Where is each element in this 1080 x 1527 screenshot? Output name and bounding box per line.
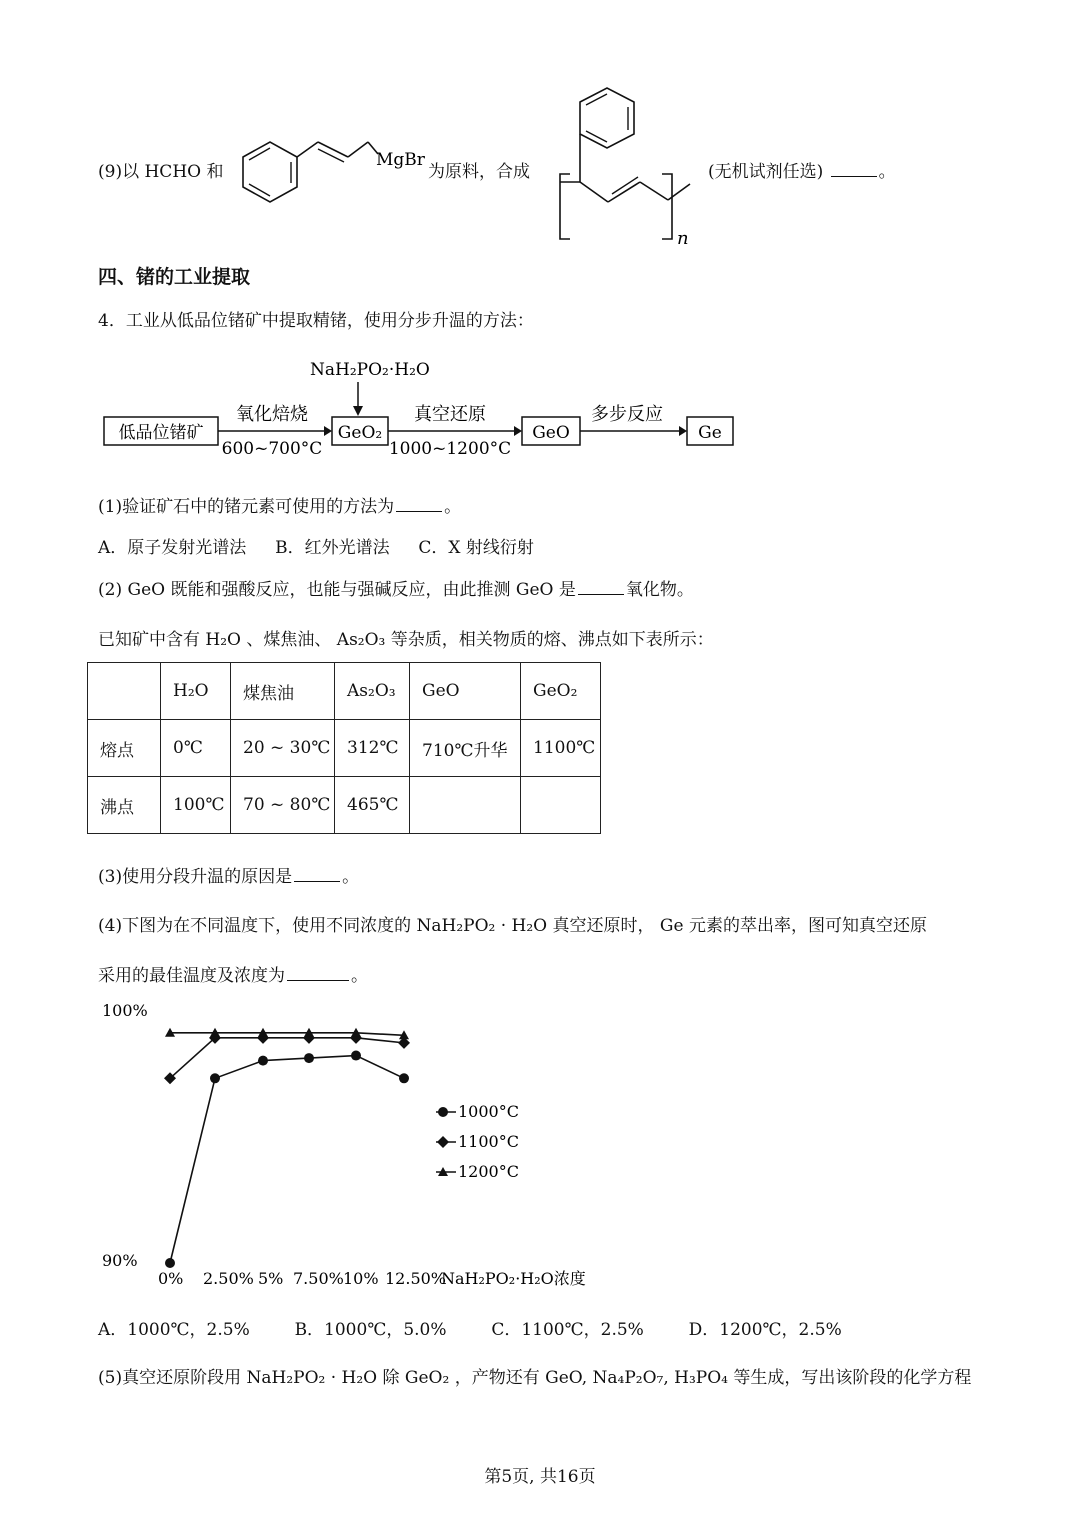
table-cell bbox=[521, 777, 601, 834]
table-header-cell: GeO bbox=[410, 663, 521, 720]
data-point-1000 bbox=[210, 1073, 220, 1083]
q4-p4-blank[interactable] bbox=[287, 966, 349, 981]
table-header-cell bbox=[88, 663, 161, 720]
data-point-1000 bbox=[165, 1258, 175, 1268]
q4-p4-option-a[interactable]: A．1000℃，2.5% bbox=[98, 1320, 250, 1340]
flow-step2-bottom: 1000~1200°C bbox=[388, 439, 512, 459]
q4-p2-end: 氧化物。 bbox=[625, 580, 694, 600]
q4-p1-option-b[interactable]: B．红外光谱法 bbox=[275, 538, 390, 558]
data-point-1000 bbox=[399, 1073, 409, 1083]
q4-p1 bbox=[98, 492, 461, 517]
x-tick-label: 7.50% bbox=[293, 1269, 344, 1288]
x-tick-label: 2.50% bbox=[203, 1269, 254, 1288]
series-line-1200 bbox=[170, 1033, 404, 1036]
q4-p4-options bbox=[98, 1315, 842, 1340]
section-title: 四、锗的工业提取 bbox=[98, 266, 251, 288]
polymer-structure bbox=[540, 82, 705, 250]
x-tick-label: 5% bbox=[258, 1269, 284, 1288]
series-line-1100 bbox=[170, 1038, 404, 1078]
flow-box-ore: 低品位锗矿 bbox=[118, 423, 204, 443]
process-flow-diagram bbox=[95, 350, 745, 460]
q4-known: 已知矿中含有 H₂O 、煤焦油、 As₂O₃ 等杂质，相关物质的熔、沸点如下表所示： bbox=[98, 630, 714, 650]
table-row bbox=[88, 720, 601, 777]
x-tick-label: 10% bbox=[343, 1269, 379, 1288]
legend-label-1200: 1200°C bbox=[458, 1162, 519, 1181]
polymer-n: n bbox=[677, 228, 689, 249]
legend-label-1100: 1100°C bbox=[458, 1132, 519, 1151]
table-cell bbox=[410, 777, 521, 834]
cinnamyl-mgbr-structure bbox=[218, 112, 433, 212]
x-axis-label: NaH₂PO₂·H₂O浓度 bbox=[441, 1269, 586, 1288]
q4-p1-option-c[interactable]: C．X 射线衍射 bbox=[418, 538, 534, 558]
q9-end: 。 bbox=[878, 162, 896, 182]
table-cell: 100℃ bbox=[161, 777, 231, 834]
properties-table bbox=[87, 662, 601, 834]
page-footer: 第5页, 共16页 bbox=[484, 1467, 596, 1487]
x-tick-label: 12.50% bbox=[385, 1269, 447, 1288]
table-cell: 1100℃ bbox=[521, 720, 601, 777]
q9-middle: 为原料，合成 bbox=[428, 162, 530, 182]
table-cell: 312℃ bbox=[335, 720, 410, 777]
q4-p3 bbox=[98, 862, 359, 887]
table-header-cell: H₂O bbox=[161, 663, 231, 720]
q4-p1-option-a[interactable]: A．原子发射光谱法 bbox=[98, 538, 247, 558]
table-cell: 710℃升华 bbox=[410, 720, 521, 777]
y-tick-90: 90% bbox=[102, 1251, 138, 1270]
data-point-1000 bbox=[351, 1051, 361, 1061]
legend-marker-1100 bbox=[437, 1136, 449, 1148]
flow-step1-bottom: 600~700°C bbox=[221, 439, 323, 459]
q9-suffix-text: (无机试剂任选) bbox=[708, 162, 824, 182]
flow-reagent: NaH₂PO₂·H₂O bbox=[310, 360, 430, 380]
flow-step1-top: 氧化焙烧 bbox=[236, 404, 308, 425]
q4-p1-options bbox=[98, 533, 534, 558]
flow-box-geo2: GeO₂ bbox=[337, 423, 383, 443]
q9-prefix: (9)以 HCHO 和 bbox=[98, 162, 224, 182]
q4-p3-text: (3)使用分段升温的原因是 bbox=[98, 867, 293, 887]
table-cell: 沸点 bbox=[88, 777, 161, 834]
q4-p3-blank[interactable] bbox=[294, 867, 340, 882]
table-header-cell: 煤焦油 bbox=[231, 663, 335, 720]
flow-box-ge: Ge bbox=[698, 423, 722, 443]
q4-p2-blank[interactable] bbox=[578, 580, 624, 595]
table-header-cell: As₂O₃ bbox=[335, 663, 410, 720]
data-point-1000 bbox=[304, 1053, 314, 1063]
flow-step3-top: 多步反应 bbox=[591, 404, 663, 425]
q4-p4-line1: (4)下图为在不同温度下，使用不同浓度的 NaH₂PO₂ · H₂O 真空还原时， Ge 元素的萃出率，图可知真空还原 bbox=[98, 916, 927, 936]
data-point-1000 bbox=[258, 1056, 268, 1066]
table-row bbox=[88, 777, 601, 834]
q4-p4-option-b[interactable]: B．1000℃，5.0% bbox=[294, 1320, 447, 1340]
q9-suffix bbox=[708, 157, 896, 182]
q4-p1-end: 。 bbox=[444, 497, 462, 517]
q4-p4-line2 bbox=[98, 961, 368, 986]
q4-p1-text: (1)验证矿石中的锗元素可使用的方法为 bbox=[98, 497, 395, 517]
y-tick-100: 100% bbox=[102, 1001, 148, 1020]
table-cell: 熔点 bbox=[88, 720, 161, 777]
table-header-row bbox=[88, 663, 601, 720]
table-cell: 70 ~ 80℃ bbox=[231, 777, 335, 834]
x-tick-label: 0% bbox=[158, 1269, 184, 1288]
table-cell: 0℃ bbox=[161, 720, 231, 777]
table-cell: 465℃ bbox=[335, 777, 410, 834]
q4-intro: 4．工业从低品位锗矿中提取精锗，使用分步升温的方法： bbox=[98, 311, 534, 331]
legend-label-1000: 1000°C bbox=[458, 1102, 519, 1121]
flow-step2-top: 真空还原 bbox=[414, 404, 486, 425]
q9-answer-blank[interactable] bbox=[831, 162, 877, 177]
q4-p4-option-c[interactable]: C．1100℃，2.5% bbox=[491, 1320, 644, 1340]
table-header-cell: GeO₂ bbox=[521, 663, 601, 720]
legend-marker-1000 bbox=[438, 1107, 448, 1117]
q4-p4-option-d[interactable]: D．1200℃，2.5% bbox=[688, 1320, 842, 1340]
q4-p2-text: (2) GeO 既能和强酸反应，也能与强碱反应，由此推测 GeO 是 bbox=[98, 580, 576, 600]
extraction-rate-chart bbox=[90, 990, 610, 1295]
q4-p4-text: 采用的最佳温度及浓度为 bbox=[98, 966, 285, 986]
q4-p3-end: 。 bbox=[342, 867, 360, 887]
q4-p2 bbox=[98, 575, 694, 600]
q4-p4-end: 。 bbox=[351, 966, 368, 986]
q4-p5: (5)真空还原阶段用 NaH₂PO₂ · H₂O 除 GeO₂ ，产物还有 GeO, Na₄P₂O₇, H₃PO₄ 等生成，写出该阶段的化学方程 bbox=[98, 1368, 972, 1388]
table-cell: 20 ~ 30℃ bbox=[231, 720, 335, 777]
series-line-1000 bbox=[170, 1056, 404, 1263]
q4-p1-blank[interactable] bbox=[396, 497, 442, 512]
mgbr-label: MgBr bbox=[376, 150, 425, 170]
flow-box-geo: GeO bbox=[532, 423, 570, 443]
